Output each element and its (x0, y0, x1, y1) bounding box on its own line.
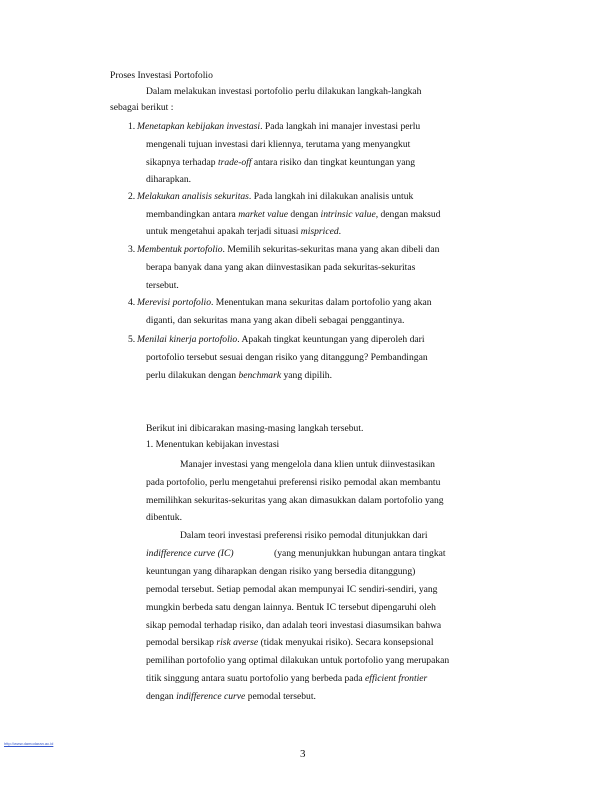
step-term: Merevisi portofolio (137, 297, 211, 308)
intro-line-2: sebagai berikut : (110, 102, 174, 113)
list-number: 4. (128, 297, 136, 308)
section-title: Proses Investasi Portofolio (110, 70, 213, 81)
list-number: 1. (128, 121, 136, 132)
list-number: 5. (128, 334, 136, 345)
footer-link[interactable]: http://www.damodaran.ac.id (4, 741, 54, 746)
list-number: 2. (128, 191, 136, 202)
section-lead: Berikut ini dibicarakan masing-masing langkah tersebut. (146, 423, 364, 434)
section-heading: 1. Menentukan kebijakan investasi (146, 439, 280, 450)
step-term: Menilai kinerja portofolio (137, 334, 238, 345)
step-term: Membentuk portofolio (137, 244, 223, 255)
intro-line-1: Dalam melakukan investasi portofolio perlu dilakukan langkah-langkah (146, 86, 422, 97)
list-number: 3. (128, 244, 136, 255)
page-number: 3 (300, 748, 306, 760)
step-term: Melakukan analisis sekuritas (137, 191, 249, 202)
step-term: Menetapkan kebijakan investasi (137, 121, 261, 132)
